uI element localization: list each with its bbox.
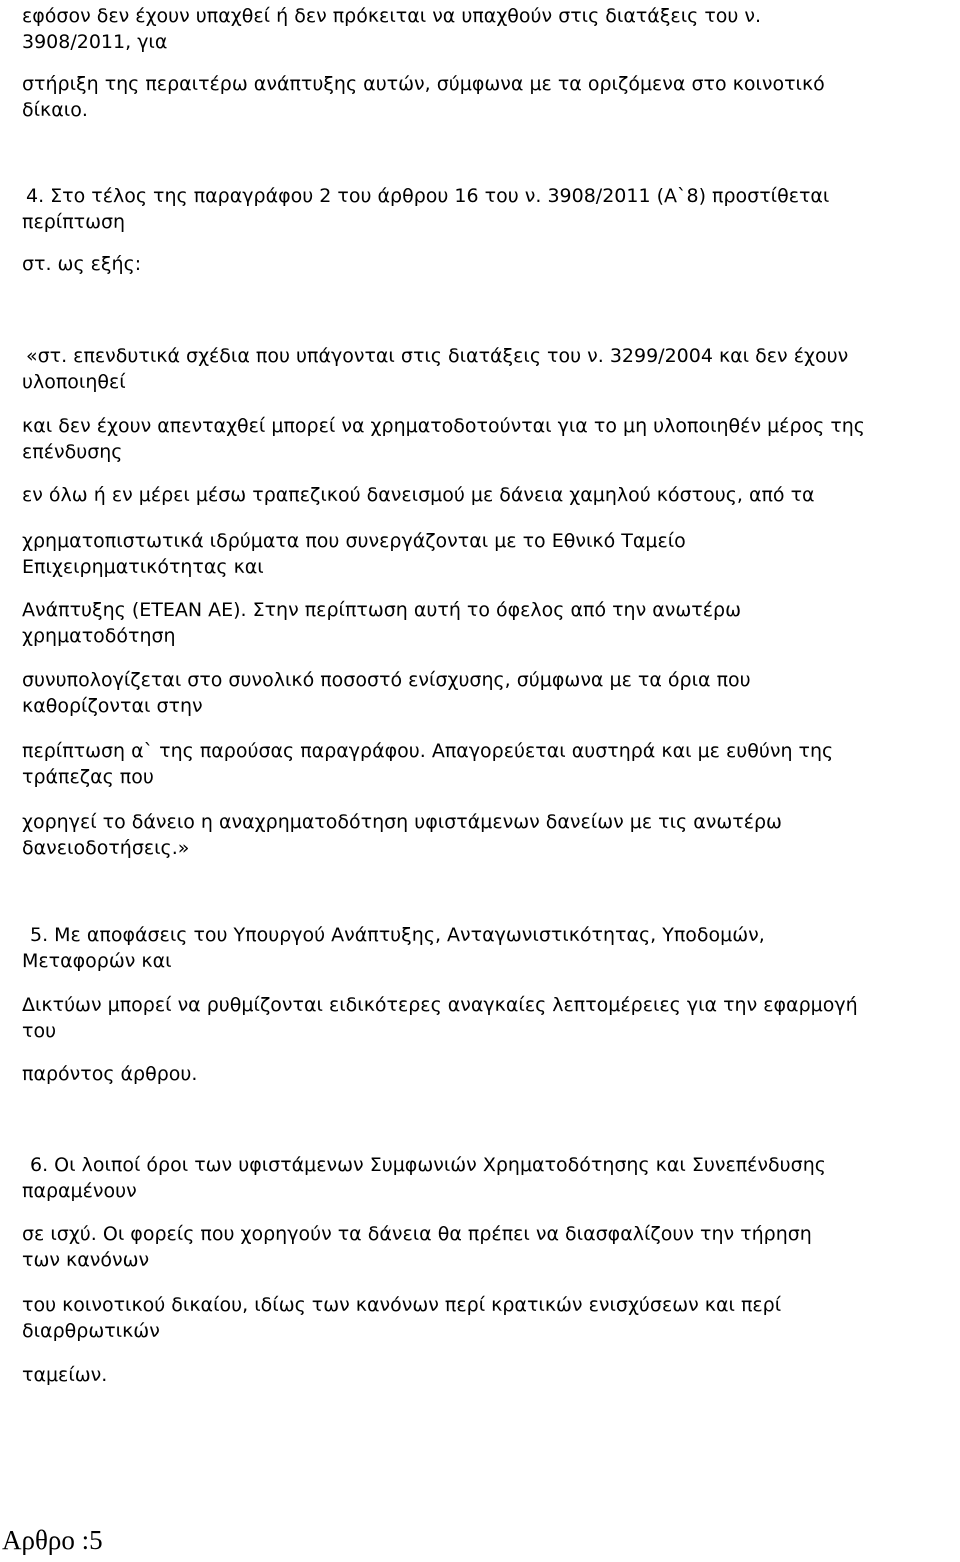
paragraph-line: Δικτύων μπορεί να ρυθμίζονται ειδικότερες αναγκαίες λεπτομέρειες για την εφαρμογή xyxy=(22,994,858,1016)
paragraph-line: στ. ως εξής: xyxy=(22,253,142,275)
paragraph-line: περίπτωση α` της παρούσας παραγράφου. Απαγορεύεται αυστηρά και με ευθύνη της xyxy=(22,740,834,762)
paragraph-line: του κοινοτικού δικαίου, ιδίως των κανόνων περί κρατικών ενισχύσεων και περί xyxy=(22,1294,782,1316)
paragraph-line: χρηματοπιστωτικά ιδρύματα που συνεργάζονται με το Εθνικό Ταμείο xyxy=(22,530,686,552)
paragraph-line: παραμένουν xyxy=(22,1180,137,1202)
paragraph-line: 5. Με αποφάσεις του Υπουργού Ανάπτυξης, Ανταγωνιστικότητας, Υποδομών, xyxy=(30,924,765,946)
paragraph-line: των κανόνων xyxy=(22,1249,150,1271)
paragraph-line: 4. Στο τέλος της παραγράφου 2 του άρθρου 16 του ν. 3908/2011 (Α`8) προστίθεται xyxy=(26,185,830,207)
paragraph-line: συνυπολογίζεται στο συνολικό ποσοστό ενίσχυσης, σύμφωνα με τα όρια που xyxy=(22,669,751,691)
paragraph-line: «στ. επενδυτικά σχέδια που υπάγονται στις διατάξεις του ν. 3299/2004 και δεν έχουν xyxy=(26,345,849,367)
paragraph-line: στήριξη της περαιτέρω ανάπτυξης αυτών, σύμφωνα με τα οριζόμενα στο κοινοτικό xyxy=(22,73,825,95)
paragraph-line: χορηγεί το δάνειο η αναχρηματοδότηση υφιστάμενων δανείων με τις ανωτέρω xyxy=(22,811,782,833)
paragraph-line: παρόντος άρθρου. xyxy=(22,1063,198,1085)
paragraph-line: εν όλω ή εν μέρει μέσω τραπεζικού δανεισμού με δάνεια χαμηλού κόστους, από τα xyxy=(22,484,815,506)
paragraph-line: του xyxy=(22,1020,57,1042)
paragraph-line: υλοποιηθεί xyxy=(22,371,126,393)
paragraph-line: δανειοδοτήσεις.» xyxy=(22,837,190,859)
paragraph-line: Μεταφορών και xyxy=(22,950,172,972)
paragraph-line: 3908/2011, για xyxy=(22,31,168,53)
paragraph-line: χρηματοδότηση xyxy=(22,625,176,647)
paragraph-line: τράπεζας που xyxy=(22,766,154,788)
paragraph-line: 6. Οι λοιποί όροι των υφιστάμενων Συμφωνιών Χρηματοδότησης και Συνεπένδυσης xyxy=(30,1154,826,1176)
paragraph-line: διαρθρωτικών xyxy=(22,1320,160,1342)
paragraph-line: και δεν έχουν απενταχθεί μπορεί να χρηματοδοτούνται για το μη υλοποιηθέν μέρος της xyxy=(22,415,865,437)
paragraph-line: περίπτωση xyxy=(22,211,126,233)
paragraph-line: επένδυσης xyxy=(22,441,123,463)
paragraph-line: εφόσον δεν έχουν υπαχθεί ή δεν πρόκειται να υπαχθούν στις διατάξεις του ν. xyxy=(22,5,762,27)
paragraph-line: Επιχειρηματικότητας και xyxy=(22,556,264,578)
paragraph-line: ταμείων. xyxy=(22,1364,108,1386)
paragraph-line: σε ισχύ. Οι φορείς που χορηγούν τα δάνεια θα πρέπει να διασφαλίζουν την τήρηση xyxy=(22,1223,812,1245)
paragraph-line: καθορίζονται στην xyxy=(22,695,203,717)
article-number-label: Αρθρο :5 xyxy=(2,1525,103,1555)
paragraph-line: δίκαιο. xyxy=(22,99,88,121)
paragraph-line: Ανάπτυξης (ΕΤΕΑΝ ΑΕ). Στην περίπτωση αυτή το όφελος από την ανωτέρω xyxy=(22,599,741,621)
